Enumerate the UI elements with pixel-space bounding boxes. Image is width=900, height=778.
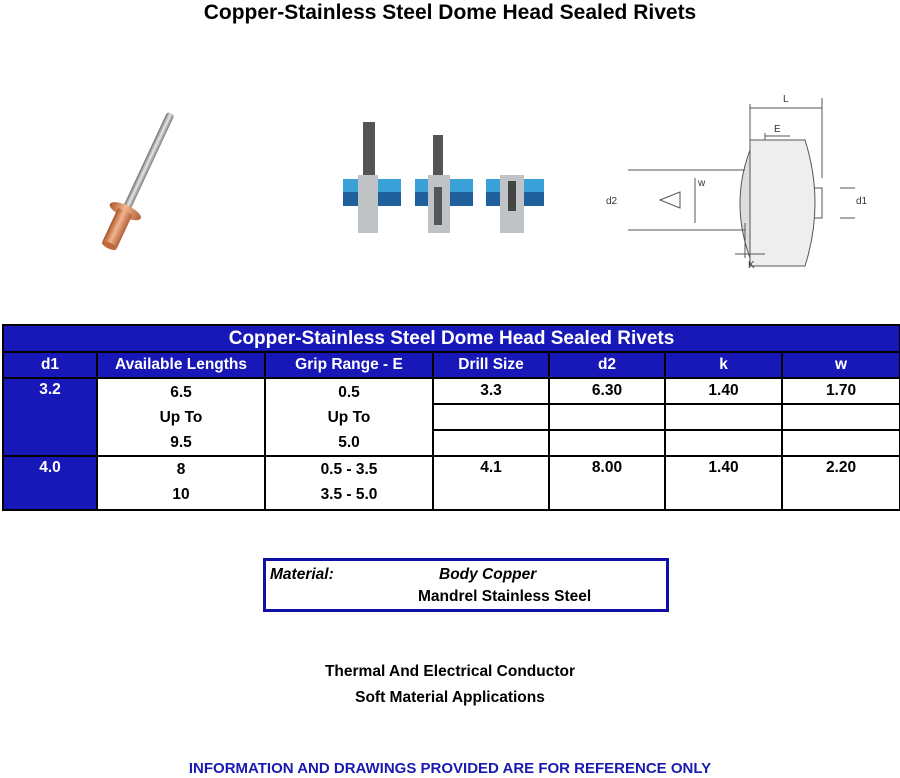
drawing-label-w: w (698, 178, 706, 189)
empty-cell (549, 430, 665, 456)
rivet-photo (78, 104, 198, 259)
cell-grip (265, 378, 433, 456)
cell-k: 1.40 (665, 378, 782, 404)
cell-w: 2.20 (782, 456, 900, 510)
empty-cell (782, 430, 900, 456)
table-row (3, 456, 900, 510)
grip-value: 5.0 (338, 433, 360, 451)
length-value: Up To (159, 408, 203, 426)
grip-value: 0.5 - 3.5 (320, 461, 378, 478)
grip-value: 0.5 (338, 383, 360, 401)
length-value: 8 (176, 461, 186, 478)
cell-lengths (97, 378, 265, 456)
length-value: 9.5 (170, 433, 192, 451)
table-title: Copper-Stainless Steel Dome Head Sealed Rivets (3, 325, 900, 352)
material-box (263, 558, 669, 612)
material-label: Material: (270, 566, 334, 583)
cell-lengths (97, 456, 265, 510)
drawing-label-K: K (748, 260, 755, 270)
header-available-lengths: Available Lengths (97, 352, 265, 378)
cell-d1: 3.2 (3, 378, 97, 456)
empty-cell (782, 404, 900, 430)
material-body: Body Copper (439, 566, 537, 583)
header-d1: d1 (3, 352, 97, 378)
cell-drill: 3.3 (433, 378, 549, 404)
note-line: Soft Material Applications (355, 689, 545, 706)
table-row (3, 378, 900, 404)
technical-drawing (600, 88, 890, 270)
drawing-label-d2: d2 (606, 196, 618, 207)
empty-cell (433, 404, 549, 430)
drawing-label-E: E (774, 124, 781, 135)
material-mandrel: Mandrel Stainless Steel (418, 588, 592, 605)
grip-value: Up To (327, 408, 371, 426)
cell-d2: 6.30 (549, 378, 665, 404)
empty-cell (665, 430, 782, 456)
empty-cell (549, 404, 665, 430)
empty-cell (433, 430, 549, 456)
header-drill-size: Drill Size (433, 352, 549, 378)
length-value: 10 (172, 486, 190, 503)
cell-k: 1.40 (665, 456, 782, 510)
header-d2: d2 (549, 352, 665, 378)
grip-value: 3.5 - 5.0 (320, 486, 378, 503)
cell-grip (265, 456, 433, 510)
cell-d2: 8.00 (549, 456, 665, 510)
length-value: 6.5 (170, 383, 192, 401)
note-line: Thermal And Electrical Conductor (324, 663, 576, 680)
drawing-label-d1: d1 (856, 196, 868, 207)
cell-d1: 4.0 (3, 456, 97, 510)
footer-disclaimer: INFORMATION AND DRAWINGS PROVIDED ARE FOR REFERENCE ONLY (188, 760, 712, 777)
table-header-row (3, 352, 900, 378)
header-k: k (665, 352, 782, 378)
header-w: w (782, 352, 900, 378)
drawing-label-L: L (783, 94, 789, 105)
empty-cell (665, 404, 782, 430)
page-title: Copper-Stainless Steel Dome Head Sealed Rivets (203, 1, 697, 24)
installation-sequence-image (338, 117, 548, 239)
cell-w: 1.70 (782, 378, 900, 404)
header-grip-range: Grip Range - E (265, 352, 433, 378)
cell-drill: 4.1 (433, 456, 549, 510)
spec-table (2, 324, 900, 511)
